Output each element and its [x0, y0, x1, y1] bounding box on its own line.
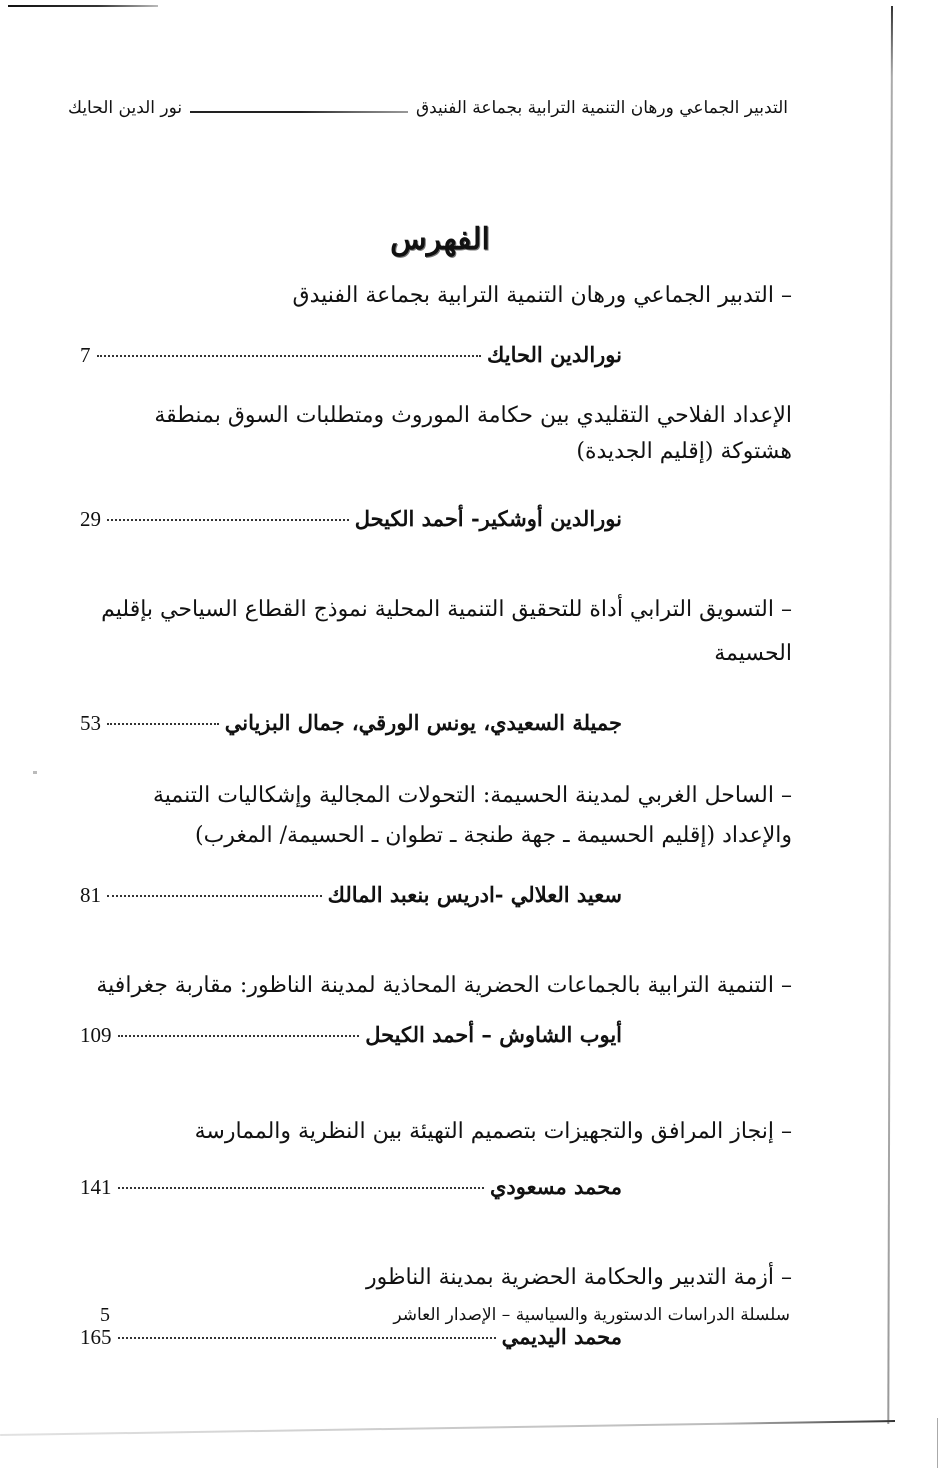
- toc-entry-author-line: [80, 1020, 622, 1050]
- toc-entry-title: – التدبير الجماعي ورهان التنمية الترابية بجماعة الفنيدق: [292, 283, 792, 308]
- page-edge-shadow: [887, 6, 893, 1424]
- dot-leader: [118, 1337, 496, 1339]
- toc-entry-title: – التسويق الترابي أداة للتحقيق التنمية المحلية نموذج القطاع السياحي بإقليم الحسيمة: [101, 597, 792, 666]
- table-of-contents: [80, 276, 792, 1378]
- toc-entry-author: محمد مسعودي: [489, 1174, 622, 1199]
- toc-entry: [80, 966, 792, 1086]
- header-rule: [190, 111, 408, 113]
- toc-entry-author: نورالدين الحايك: [487, 342, 622, 367]
- toc-entry-page[interactable]: 141: [80, 1175, 112, 1199]
- page-corner-edge: [937, 1418, 938, 1468]
- toc-entry-author: محمد اليديمي: [501, 1324, 622, 1349]
- page-number: 5: [100, 1303, 110, 1326]
- footer-series-title: سلسلة الدراسات الدستورية والسياسية – الإصدار العاشر: [393, 1305, 790, 1325]
- toc-entry-author-line: [80, 340, 622, 370]
- toc-entry-title: – الساحل الغربي لمدينة الحسيمة: التحولات المجالية وإشكاليات التنمية والإعداد (إقليم الحسيمة ـ جهة طنجة ـ تطوان ـ الحسيمة/ المغرب): [153, 783, 792, 848]
- dot-leader: [107, 723, 219, 725]
- toc-entry-author: نورالدين أوشكير- أحمد الكيحل: [354, 506, 622, 531]
- toc-entry-author-line: [80, 1172, 622, 1202]
- toc-entry-author-line: [80, 880, 622, 910]
- toc-entry: [80, 776, 792, 942]
- toc-entry-page[interactable]: 7: [80, 343, 91, 367]
- toc-entry-title: – أزمة التدبير والحكامة الحضرية بمدينة الناظور: [365, 1265, 792, 1290]
- toc-entry-title: – التنمية الترابية بالجماعات الحضرية المحاذية لمدينة الناظور: مقاربة جغرافية: [96, 973, 792, 998]
- toc-entry-title: الإعداد الفلاحي التقليدي بين حكامة الموروث ومتطلبات السوق بمنطقة هشتوكة (إقليم الجديدة): [154, 403, 792, 464]
- toc-entry-page[interactable]: 165: [80, 1325, 112, 1349]
- toc-entry: [80, 276, 792, 374]
- dot-leader: [107, 895, 322, 897]
- toc-entry: [80, 398, 792, 568]
- page-bottom-edge: [0, 1420, 895, 1436]
- header-author: نور الدين الحايك: [68, 98, 183, 118]
- toc-entry: [80, 588, 792, 748]
- toc-entry-page[interactable]: 53: [80, 711, 101, 735]
- dot-leader: [107, 519, 349, 521]
- toc-entry-page[interactable]: 109: [80, 1023, 112, 1047]
- dot-leader: [118, 1035, 360, 1037]
- toc-entry: [80, 1112, 792, 1232]
- page-title: الفهرس: [390, 222, 490, 257]
- scan-speck: [33, 771, 37, 774]
- toc-entry-author: سعيد العلالي -ادريس بنعبد المالك: [327, 882, 622, 907]
- toc-entry-author-line: [80, 504, 622, 534]
- running-header: [68, 92, 788, 124]
- toc-entry-page[interactable]: 81: [80, 883, 101, 907]
- dot-leader: [97, 355, 482, 357]
- dot-leader: [118, 1187, 484, 1189]
- header-book-title: التدبير الجماعي ورهان التنمية الترابية بجماعة الفنيدق: [415, 98, 788, 118]
- toc-entry-author: أيوب الشاوش – أحمد الكيحل: [365, 1022, 622, 1047]
- toc-entry-author-line: [80, 708, 622, 738]
- toc-entry-page[interactable]: 29: [80, 507, 101, 531]
- running-footer: [100, 1300, 790, 1330]
- scan-edge-line: [8, 5, 158, 7]
- toc-entry-author: جميلة السعيدي، يونس الورقي، جمال البزياني: [224, 710, 622, 735]
- toc-entry-title: – إنجاز المرافق والتجهيزات بتصميم التهيئة بين النظرية والممارسة: [194, 1119, 792, 1144]
